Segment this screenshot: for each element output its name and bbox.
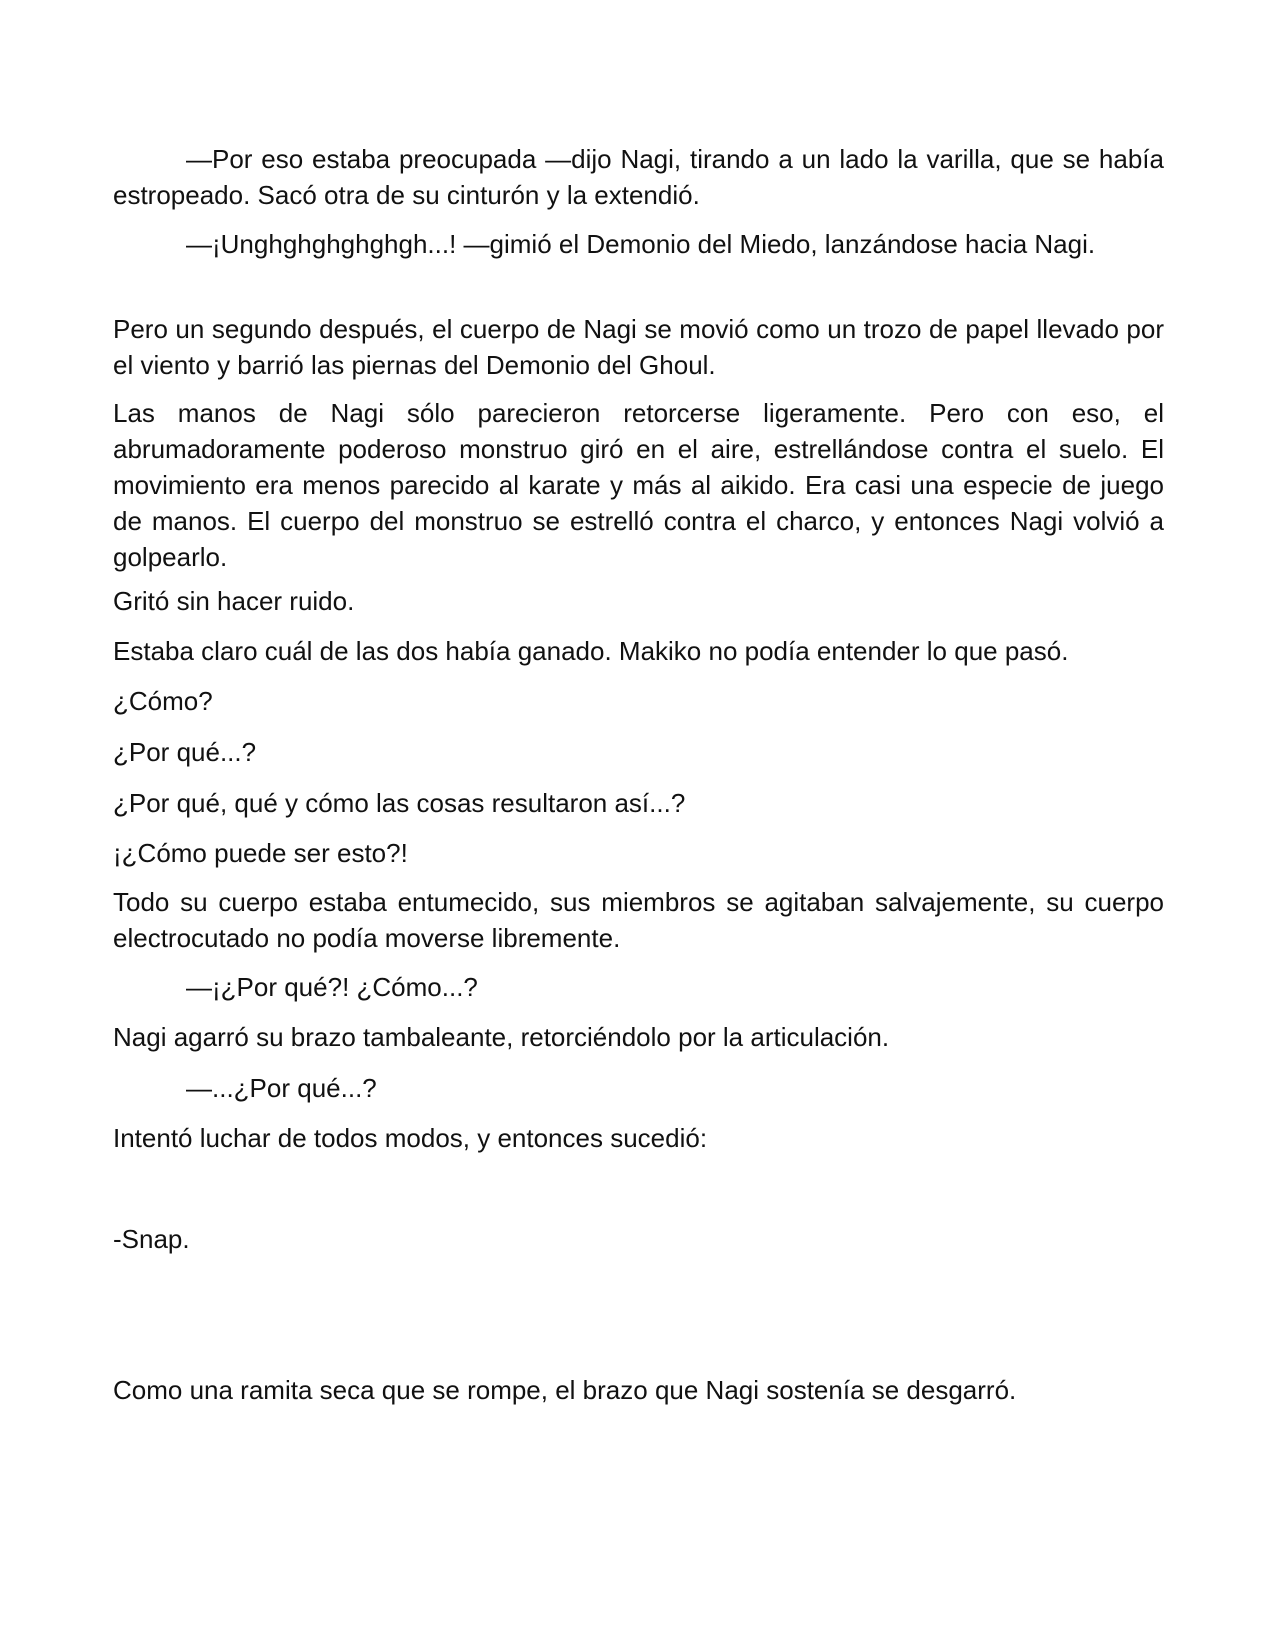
paragraph-10: ¡¿Cómo puede ser esto?!	[113, 838, 408, 868]
paragraph-14: —...¿Por qué...?	[186, 1073, 377, 1103]
paragraph-13: Nagi agarró su brazo tambaleante, retorciéndolo por la articulación.	[113, 1022, 890, 1052]
paragraph-6: Estaba claro cuál de las dos había ganado. Makiko no podía entender lo que pasó.	[113, 636, 1069, 666]
paragraph-4: Las manos de Nagi sólo parecieron retorcerse ligeramente. Pero con eso, el abrumadoramente poderoso monstruo giró en el aire, estrellándose contra el suelo. El movimiento era menos parecido al karate y más al aikido. Era casi una especie de juego de manos. El cuerpo del monstruo se estrelló contra el charco, y entonces Nagi volvió a golpearlo.	[113, 398, 1164, 572]
paragraph-12: —¡¿Por qué?! ¿Cómo...?	[186, 972, 478, 1002]
paragraph-3: Pero un segundo después, el cuerpo de Nagi se movió como un trozo de papel llevado por el viento y barrió las piernas del Demonio del Ghoul.	[113, 314, 1164, 380]
paragraph-1: —Por eso estaba preocupada —dijo Nagi, tirando a un lado la varilla, que se había estropeado. Sacó otra de su cinturón y la extendió.	[113, 144, 1164, 210]
paragraph-2: —¡Unghghghghghgh...! —gimió el Demonio del Miedo, lanzándose hacia Nagi.	[186, 229, 1096, 259]
paragraph-17: Como una ramita seca que se rompe, el brazo que Nagi sostenía se desgarró.	[113, 1375, 1017, 1405]
paragraph-11: Todo su cuerpo estaba entumecido, sus miembros se agitaban salvajemente, su cuerpo electrocutado no podía moverse libremente.	[113, 887, 1164, 953]
paragraph-16: -Snap.	[113, 1224, 190, 1254]
paragraph-8: ¿Por qué...?	[113, 737, 257, 767]
paragraph-9: ¿Por qué, qué y cómo las cosas resultaron así...?	[113, 788, 686, 818]
paragraph-5: Gritó sin hacer ruido.	[113, 586, 355, 616]
paragraph-7: ¿Cómo?	[113, 686, 213, 716]
paragraph-15: Intentó luchar de todos modos, y entonces sucedió:	[113, 1123, 708, 1153]
